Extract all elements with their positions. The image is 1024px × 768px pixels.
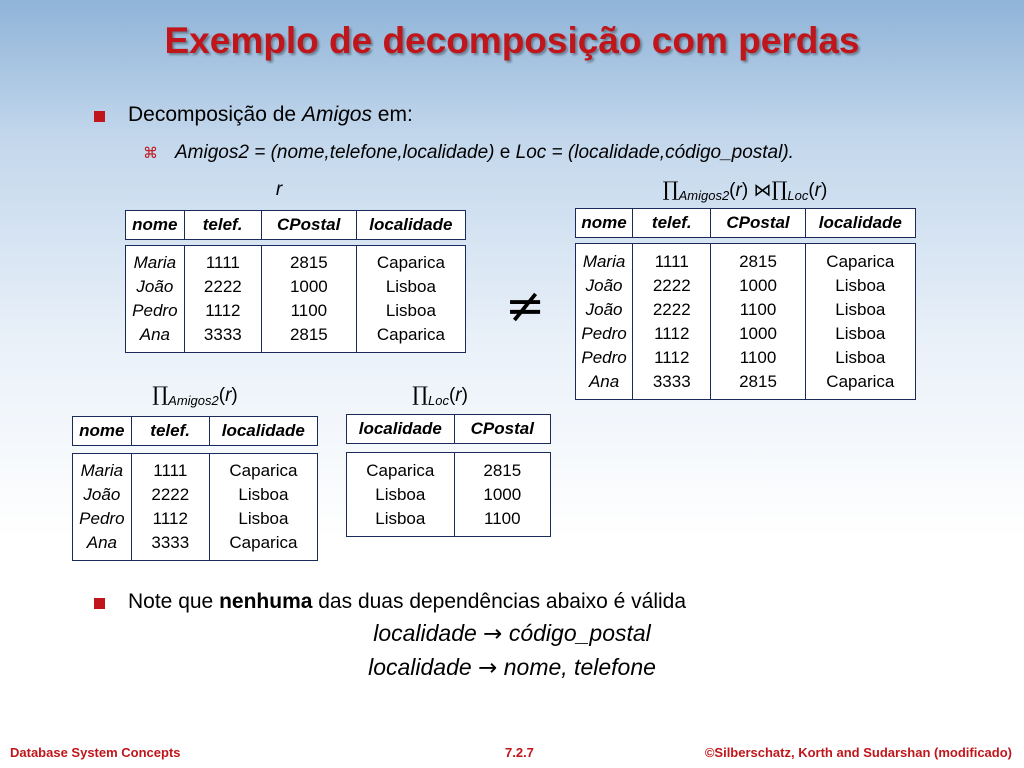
cell: Lisboa bbox=[375, 508, 426, 528]
caption-sub-amigos2: Amigos2 bbox=[678, 188, 730, 203]
header-cell: localidade bbox=[805, 209, 915, 238]
paren-close: ) bbox=[820, 180, 828, 201]
cell: Pedro bbox=[79, 509, 125, 528]
cell: 1111 bbox=[654, 251, 689, 271]
table-r-body bbox=[125, 245, 466, 353]
cell: Pedro bbox=[581, 347, 627, 367]
cell: Pedro bbox=[581, 323, 627, 343]
col-localidade bbox=[356, 246, 465, 353]
cell: 1100 bbox=[290, 301, 328, 320]
cell: Lisboa bbox=[238, 509, 289, 528]
col-telef bbox=[633, 244, 711, 400]
header-cell: telef. bbox=[131, 417, 209, 446]
caption-rvar: r bbox=[225, 385, 232, 406]
footer-copyright: ©Silberschatz, Korth and Sudarshan (modificado) bbox=[704, 745, 1012, 760]
bullet1-relation: Amigos bbox=[301, 103, 372, 126]
slide-title: Exemplo de decomposição com perdas bbox=[164, 20, 860, 61]
cell: 1112 bbox=[152, 509, 188, 528]
cell: 1111 bbox=[205, 253, 240, 272]
table-loc-body bbox=[346, 452, 551, 537]
cell: 2222 bbox=[652, 299, 691, 319]
cell: João bbox=[136, 277, 174, 296]
cell: 2815 bbox=[289, 253, 328, 272]
cell: Caparica bbox=[229, 533, 298, 552]
header-cell: CPostal bbox=[261, 211, 356, 240]
paren-open: ( bbox=[448, 385, 456, 406]
cell: 2815 bbox=[483, 460, 522, 480]
paren-open: ( bbox=[218, 385, 226, 406]
cell: 1000 bbox=[739, 323, 777, 343]
header-cell: localidade bbox=[209, 417, 317, 446]
cell: 2222 bbox=[652, 275, 691, 295]
cell: 2815 bbox=[289, 325, 328, 344]
table-amigos2-body bbox=[72, 453, 318, 561]
header-cell: nome bbox=[576, 209, 633, 238]
caption-rvar: r bbox=[455, 385, 462, 406]
col-localidade bbox=[347, 453, 455, 537]
cell: Caparica bbox=[229, 461, 298, 480]
not-equal-symbol: ≠ bbox=[505, 278, 546, 334]
paren-close: ) bbox=[461, 385, 468, 406]
dep-rhs: código_postal bbox=[502, 620, 651, 646]
bullet1-prefix: Decomposição de bbox=[128, 103, 302, 126]
cell: Lisboa bbox=[375, 484, 426, 504]
cell: 1000 bbox=[289, 277, 328, 296]
natural-join-symbol: ⋈ bbox=[753, 180, 772, 201]
sub-bullet-text bbox=[175, 142, 794, 164]
paren-open: ( bbox=[729, 180, 736, 201]
cell: 2222 bbox=[203, 277, 242, 296]
dependency-1 bbox=[0, 620, 1024, 647]
cell: 1000 bbox=[739, 275, 777, 295]
projection-symbol: ∏ bbox=[412, 382, 428, 406]
bullet2-bold: nenhuma bbox=[219, 590, 313, 613]
caption-proj-amigos2 bbox=[135, 382, 255, 408]
cell: 3333 bbox=[203, 325, 242, 344]
paren-close: ) bbox=[741, 180, 749, 201]
cell: Maria bbox=[133, 253, 177, 272]
bullet-square-icon bbox=[94, 111, 105, 122]
col-localidade bbox=[805, 244, 915, 400]
bullet-text-2 bbox=[128, 590, 686, 614]
header-cell: CPostal bbox=[454, 415, 550, 444]
caption-rvar: r bbox=[814, 180, 821, 201]
cell: 1111 bbox=[153, 461, 188, 480]
bullet1-suffix: em: bbox=[371, 103, 413, 126]
cell: Caparica bbox=[376, 325, 445, 344]
sub-bullet-icon: ⌘ bbox=[143, 145, 158, 162]
cell: 2815 bbox=[739, 251, 777, 271]
cell: Lisboa bbox=[385, 277, 436, 296]
bullet2-prefix: Note que bbox=[128, 590, 220, 613]
table-loc-header bbox=[346, 414, 551, 444]
header-cell: nome bbox=[73, 417, 132, 446]
paren-open: ( bbox=[808, 180, 815, 201]
sub1-loc-def: Loc = (localidade,código_postal). bbox=[515, 142, 794, 163]
projection-symbol: ∏ bbox=[662, 177, 679, 201]
col-telef bbox=[131, 454, 209, 561]
dep-lhs: localidade bbox=[373, 620, 484, 646]
cell: 2815 bbox=[739, 371, 777, 391]
cell: 3333 bbox=[652, 371, 691, 391]
header-cell: localidade bbox=[356, 211, 465, 240]
cell: Lisboa bbox=[835, 347, 886, 367]
bullet2-suffix: das duas dependências abaixo é válida bbox=[312, 590, 687, 613]
cell: Lisboa bbox=[835, 323, 886, 343]
col-telef bbox=[184, 246, 261, 353]
bullet-text-1 bbox=[128, 103, 413, 127]
projection-symbol: ∏ bbox=[152, 382, 169, 406]
table-join-header bbox=[575, 208, 916, 238]
header-cell: telef. bbox=[184, 211, 261, 240]
cell: Caparica bbox=[826, 251, 895, 271]
cell: Maria bbox=[582, 251, 626, 271]
cell: Caparica bbox=[366, 460, 435, 480]
cell: Pedro bbox=[132, 301, 178, 320]
cell: João bbox=[585, 275, 623, 295]
cell: Maria bbox=[80, 461, 124, 480]
col-nome bbox=[126, 246, 185, 353]
bullet-square-icon bbox=[94, 598, 105, 609]
cell: 1100 bbox=[739, 299, 777, 319]
header-cell: nome bbox=[126, 211, 185, 240]
cell: João bbox=[585, 299, 623, 319]
cell: Caparica bbox=[376, 253, 445, 272]
col-nome bbox=[73, 454, 132, 561]
caption-sub-loc: Loc bbox=[787, 188, 809, 203]
table-join-body bbox=[575, 243, 916, 400]
projection-symbol: ∏ bbox=[771, 177, 788, 201]
caption-proj-loc bbox=[395, 382, 485, 408]
sub1-amigos2-def: Amigos2 = (nome,telefone,localidade) bbox=[175, 142, 495, 163]
col-localidade bbox=[209, 454, 317, 561]
caption-sub-loc: Loc bbox=[427, 393, 449, 408]
cell: Ana bbox=[86, 533, 117, 552]
caption-r: r bbox=[275, 179, 283, 200]
arrow-icon: → bbox=[478, 655, 498, 681]
cell: Lisboa bbox=[385, 301, 436, 320]
cell: 2222 bbox=[151, 485, 190, 504]
paren-close: ) bbox=[231, 385, 238, 406]
col-cpostal bbox=[711, 244, 805, 400]
footer-page-number: 7.2.7 bbox=[505, 745, 534, 760]
cell: Lisboa bbox=[238, 485, 289, 504]
dependency-2 bbox=[0, 654, 1024, 681]
cell: 1112 bbox=[654, 347, 690, 367]
cell: Lisboa bbox=[835, 299, 886, 319]
cell: 1000 bbox=[483, 484, 522, 504]
footer-left: Database System Concepts bbox=[10, 745, 181, 760]
caption-join bbox=[640, 177, 850, 203]
cell: 1100 bbox=[484, 508, 521, 528]
cell: Ana bbox=[139, 325, 170, 344]
arrow-icon: → bbox=[483, 621, 503, 647]
table-amigos2-header bbox=[72, 416, 318, 446]
col-nome bbox=[576, 244, 633, 400]
table-r-header bbox=[125, 210, 466, 240]
cell: Caparica bbox=[826, 371, 895, 391]
col-cpostal bbox=[261, 246, 356, 353]
cell: Ana bbox=[588, 371, 620, 391]
cell: João bbox=[83, 485, 121, 504]
col-cpostal bbox=[454, 453, 550, 537]
cell: 3333 bbox=[151, 533, 190, 552]
header-cell: CPostal bbox=[711, 209, 805, 238]
header-cell: telef. bbox=[633, 209, 711, 238]
dep-lhs: localidade bbox=[368, 654, 479, 680]
cell: 1112 bbox=[654, 323, 690, 343]
header-cell: localidade bbox=[347, 415, 455, 444]
dep-rhs: nome, telefone bbox=[497, 654, 656, 680]
cell: 1100 bbox=[739, 347, 777, 367]
caption-sub-amigos2: Amigos2 bbox=[168, 393, 219, 408]
sub1-conj: e bbox=[494, 142, 516, 163]
caption-rvar: r bbox=[735, 180, 742, 201]
cell: Lisboa bbox=[835, 275, 886, 295]
cell: 1112 bbox=[205, 301, 241, 320]
